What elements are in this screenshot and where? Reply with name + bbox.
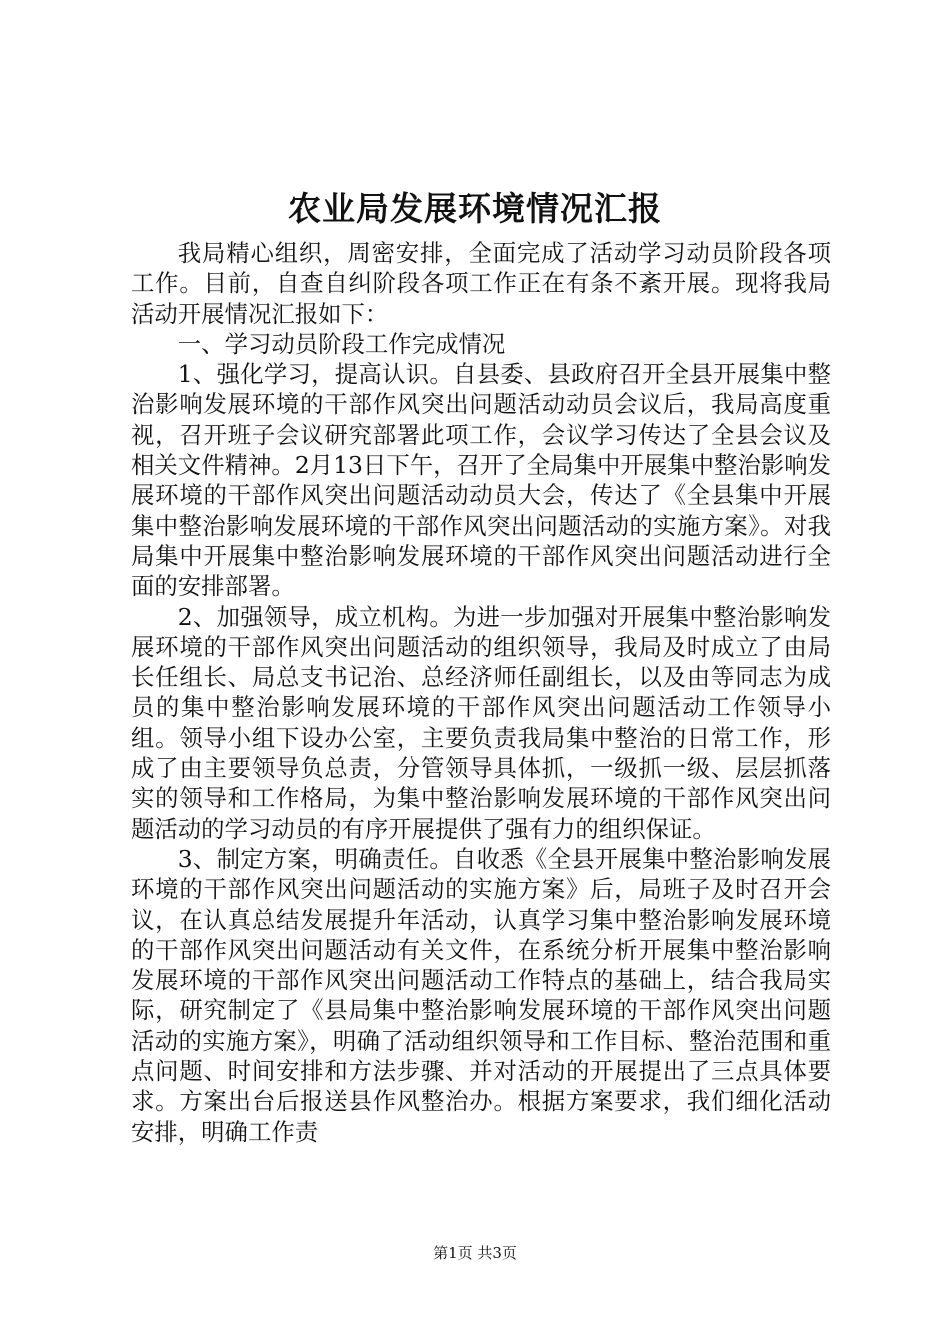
document-body <box>131 238 831 1147</box>
page-number-footer: 第1页 共3页 <box>433 1244 517 1262</box>
document-title: 农业局发展环境情况汇报 <box>288 189 662 228</box>
paragraph-item-1: 1、强化学习，提高认识。自县委、县政府召开全县开展集中整治影响发展环境的干部作风突出问题活动动员会议后，我局高度重视，召开班子会议研究部署此项工作，会议学习传达了全县会议及相关文件精神。2月13日下午，召开了全局集中开展集中整治影响发展环境的干部作风突出问题活动动员大会，传达了《全县集中开展集中整治影响发展环境的干部作风突出问题活动的实施方案》。对我局集中开展集中整治影响发展环境的干部作风突出问题活动进行全面的安排部署。 <box>131 360 831 601</box>
paragraph-intro: 我局精心组织，周密安排，全面完成了活动学习动员阶段各项工作。目前，自查自纠阶段各项工作正在有条不紊开展。现将我局活动开展情况汇报如下： <box>131 239 831 328</box>
section-heading-1: 一、学习动员阶段工作完成情况 <box>177 329 506 358</box>
paragraph-item-2: 2、加强领导，成立机构。为进一步加强对开展集中整治影响发展环境的干部作风突出问题活动的组织领导，我局及时成立了由局长任组长、局总支书记治、总经济师任副组长，以及由等同志为成员的集中整治影响发展环境的干部作风突出问题活动工作领导小组。领导小组下设办公室，主要负责我局集中整治的日常工作，形成了由主要领导负总责，分管领导具体抓，一级抓一级、层层抓落实的领导和工作格局，为集中整治影响发展环境的干部作风突出问题活动的学习动员的有序开展提供了强有力的组织保证。 <box>131 602 831 843</box>
paragraph-item-3: 3、制定方案，明确责任。自收悉《全县开展集中整治影响发展环境的干部作风突出问题活动的实施方案》后，局班子及时召开会议，在认真总结发展提升年活动，认真学习集中整治影响发展环境的干部作风突出问题活动有关文件，在系统分析开展集中整治影响发展环境的干部作风突出问题活动工作特点的基础上，结合我局实际，研究制定了《县局集中整治影响发展环境的干部作风突出问题活动的实施方案》，明确了活动组织领导和工作目标、整治范围和重点问题、时间安排和方法步骤、并对活动的开展提出了三点具体要求。方案出台后报送县作风整治办。根据方案要求，我们细化活动安排，明确工作责 <box>131 844 831 1146</box>
